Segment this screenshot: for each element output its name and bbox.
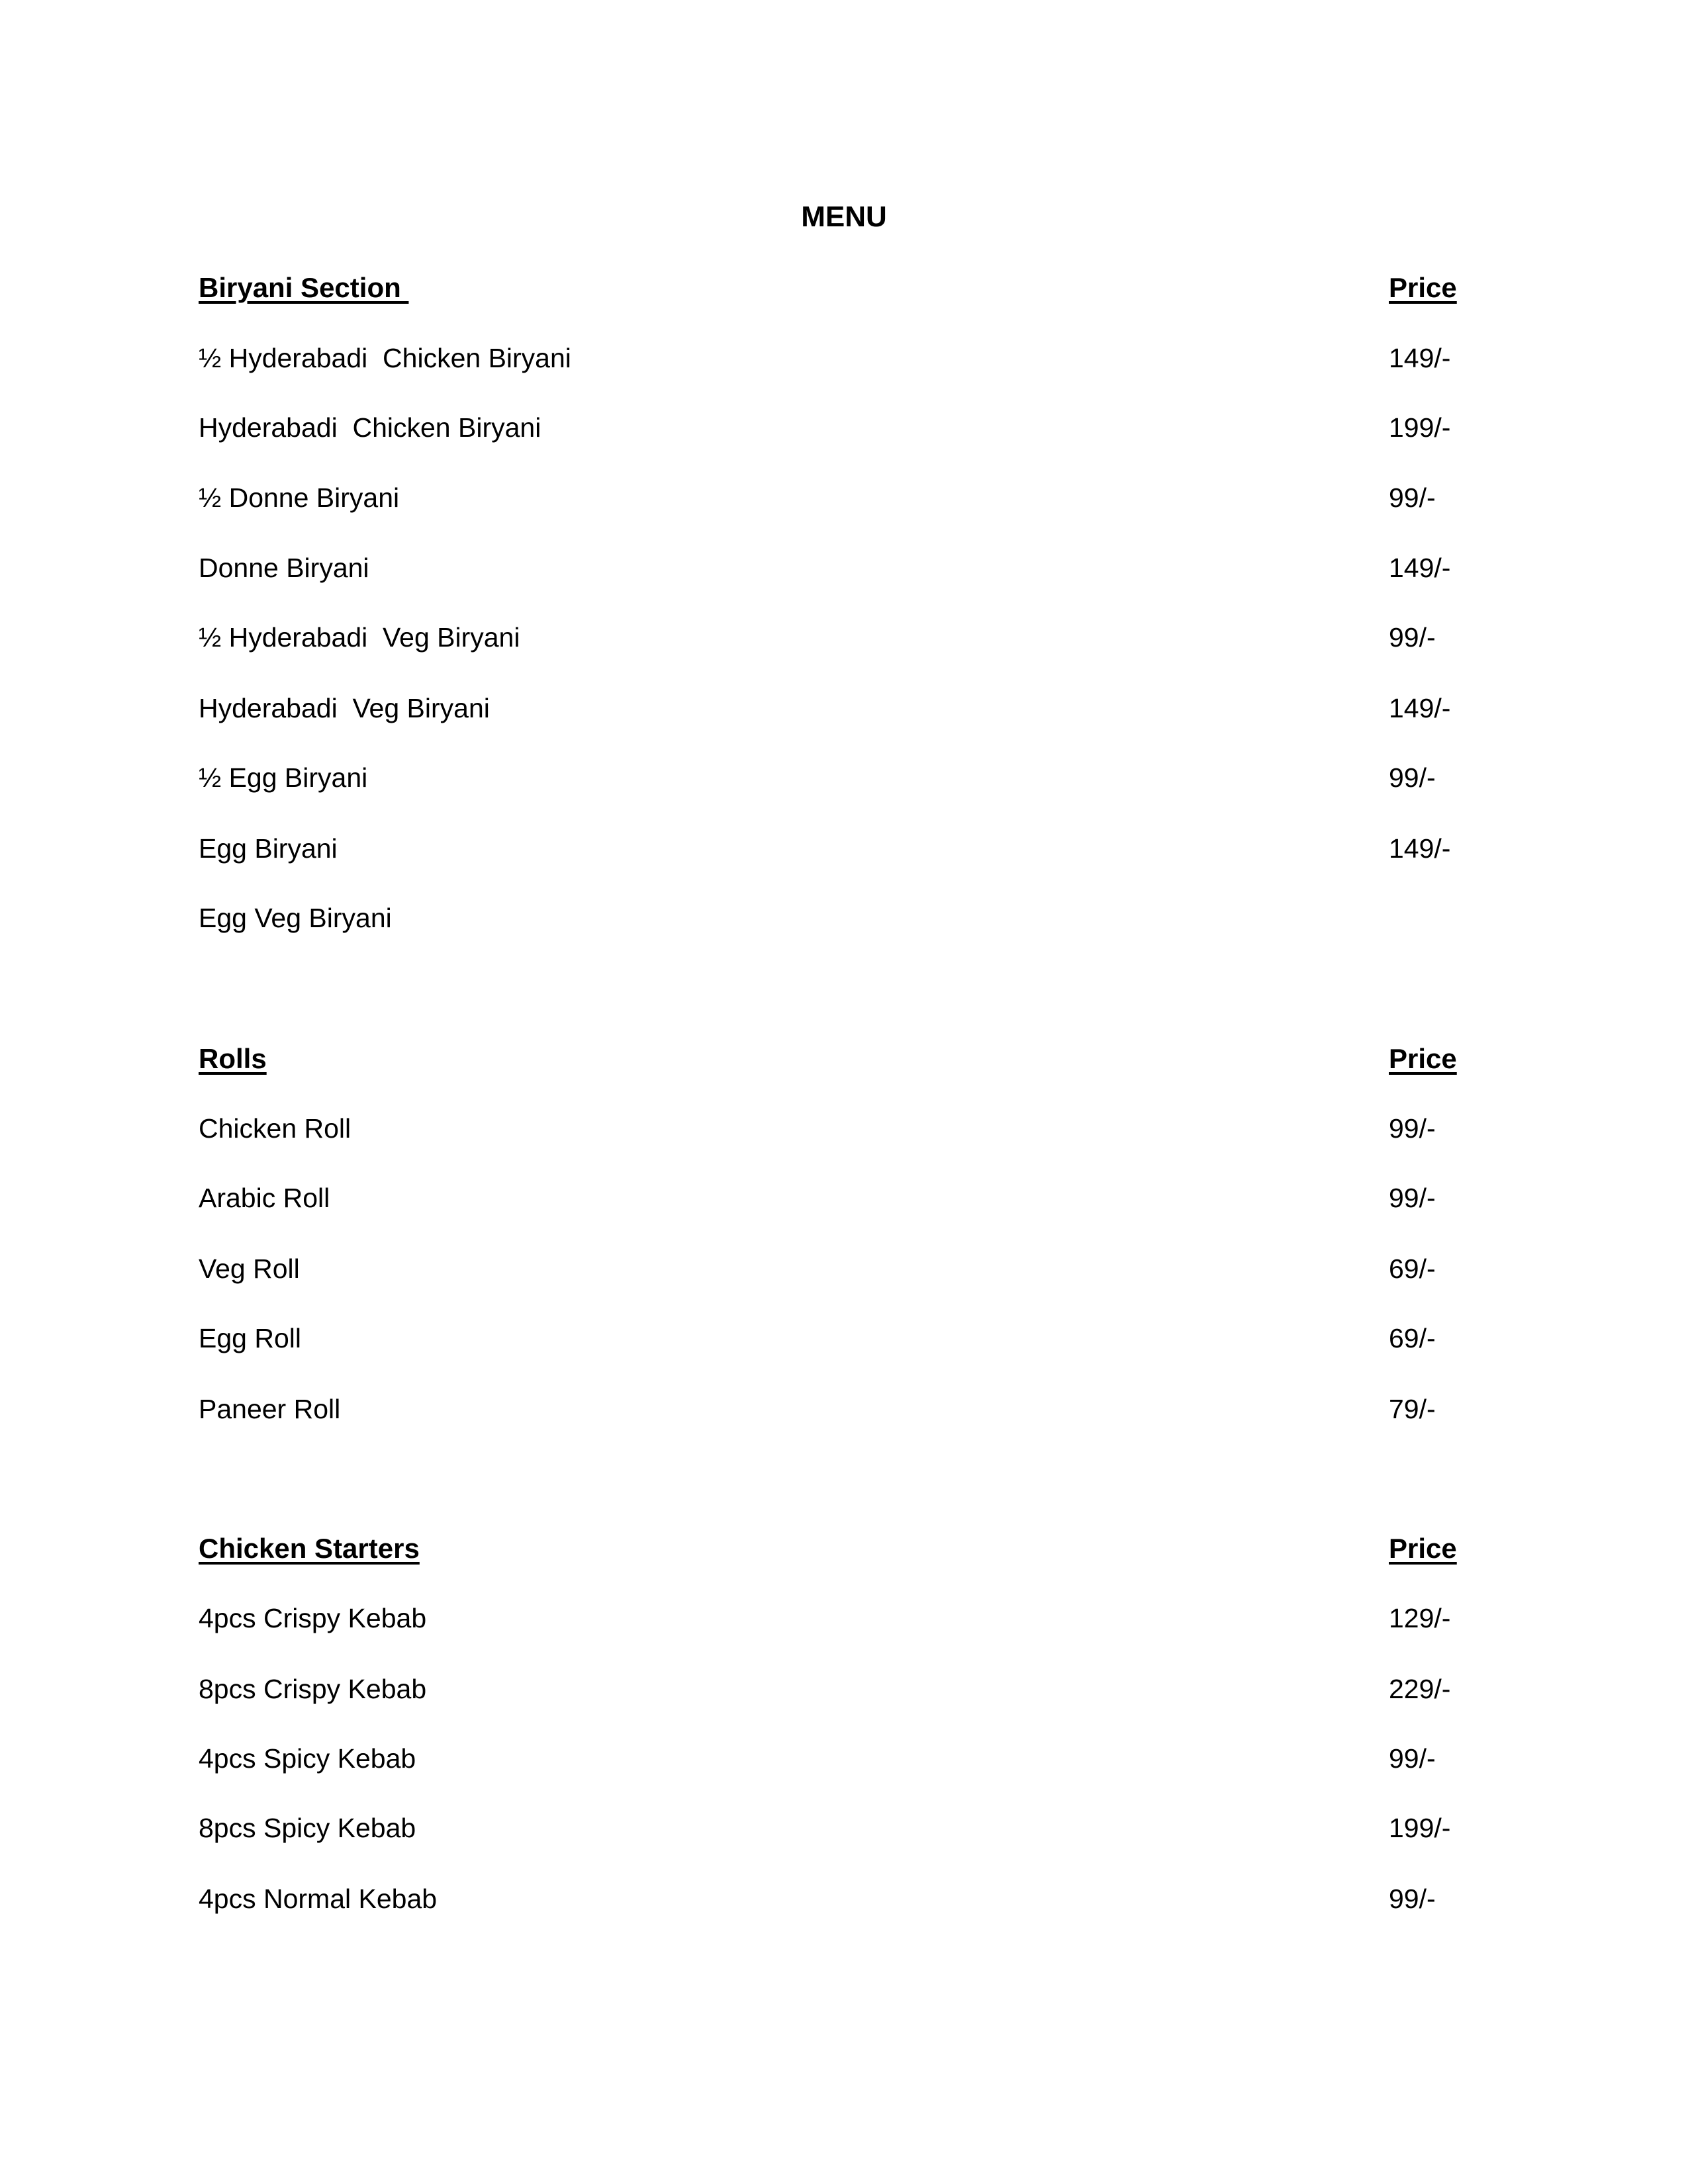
item-price: 99/- bbox=[1389, 762, 1436, 793]
item-price: 99/- bbox=[1389, 1183, 1436, 1213]
menu-item bbox=[199, 1740, 1523, 1777]
item-price: 149/- bbox=[1389, 553, 1451, 583]
price-heading: Price bbox=[1389, 272, 1457, 303]
price-heading: Price bbox=[1389, 1043, 1457, 1074]
item-name: Egg Roll bbox=[199, 1323, 301, 1353]
menu-item bbox=[199, 549, 1523, 586]
item-price: 99/- bbox=[1389, 622, 1436, 653]
menu-item bbox=[199, 619, 1523, 656]
item-name: ½ Hyderabadi Veg Biryani bbox=[199, 622, 520, 653]
menu-item bbox=[199, 1670, 1523, 1707]
item-name: ½ Egg Biryani bbox=[199, 762, 368, 793]
menu-item bbox=[199, 1320, 1523, 1357]
menu-item bbox=[199, 1880, 1523, 1917]
menu-item bbox=[199, 1250, 1523, 1287]
menu-item bbox=[199, 1110, 1523, 1147]
menu-item bbox=[199, 1179, 1523, 1216]
item-name: 4pcs Normal Kebab bbox=[199, 1884, 438, 1914]
section-header-chicken-starters bbox=[199, 1530, 1523, 1567]
item-name: ½ Donne Biryani bbox=[199, 482, 400, 513]
item-price: 99/- bbox=[1389, 1743, 1436, 1774]
item-name: Paneer Roll bbox=[199, 1394, 341, 1424]
item-price: 69/- bbox=[1389, 1253, 1436, 1284]
menu-title: MENU bbox=[801, 201, 887, 233]
item-price: 199/- bbox=[1389, 1813, 1451, 1843]
menu-item bbox=[199, 899, 1523, 936]
menu-item bbox=[199, 690, 1523, 727]
item-price: 99/- bbox=[1389, 1884, 1436, 1914]
menu-item bbox=[199, 830, 1523, 867]
item-price: 149/- bbox=[1389, 833, 1451, 864]
item-name: Hyderabadi Veg Biryani bbox=[199, 693, 490, 723]
menu-item bbox=[199, 479, 1523, 516]
menu-item bbox=[199, 1390, 1523, 1428]
price-heading: Price bbox=[1389, 1533, 1457, 1564]
section-heading: Chicken Starters bbox=[199, 1533, 420, 1564]
item-name: Veg Roll bbox=[199, 1253, 300, 1284]
menu-item bbox=[199, 759, 1523, 796]
item-price: 69/- bbox=[1389, 1323, 1436, 1353]
menu-item bbox=[199, 1809, 1523, 1846]
item-name: Egg Biryani bbox=[199, 833, 338, 864]
section-header-biryani bbox=[199, 269, 1523, 306]
section-heading: Biryani Section bbox=[199, 272, 409, 303]
item-price: 79/- bbox=[1389, 1394, 1436, 1424]
item-name: 8pcs Spicy Kebab bbox=[199, 1813, 416, 1843]
item-name: 4pcs Crispy Kebab bbox=[199, 1603, 427, 1633]
item-price: 99/- bbox=[1389, 1113, 1436, 1144]
item-price: 149/- bbox=[1389, 693, 1451, 723]
item-name: Arabic Roll bbox=[199, 1183, 330, 1213]
item-name: Donne Biryani bbox=[199, 553, 369, 583]
item-name: Hyderabadi Chicken Biryani bbox=[199, 412, 541, 443]
item-name: Egg Veg Biryani bbox=[199, 903, 392, 933]
item-name: Chicken Roll bbox=[199, 1113, 352, 1144]
section-heading: Rolls bbox=[199, 1043, 267, 1074]
item-price: 149/- bbox=[1389, 343, 1451, 373]
item-name: ½ Hyderabadi Chicken Biryani bbox=[199, 343, 571, 373]
item-price: 229/- bbox=[1389, 1674, 1451, 1704]
menu-item bbox=[199, 340, 1523, 377]
item-name: 4pcs Spicy Kebab bbox=[199, 1743, 416, 1774]
item-name: 8pcs Crispy Kebab bbox=[199, 1674, 427, 1704]
item-price: 199/- bbox=[1389, 412, 1451, 443]
menu-item bbox=[199, 409, 1523, 446]
menu-item bbox=[199, 1600, 1523, 1637]
item-price: 129/- bbox=[1389, 1603, 1451, 1633]
item-price: 99/- bbox=[1389, 482, 1436, 513]
section-header-rolls bbox=[199, 1040, 1523, 1077]
